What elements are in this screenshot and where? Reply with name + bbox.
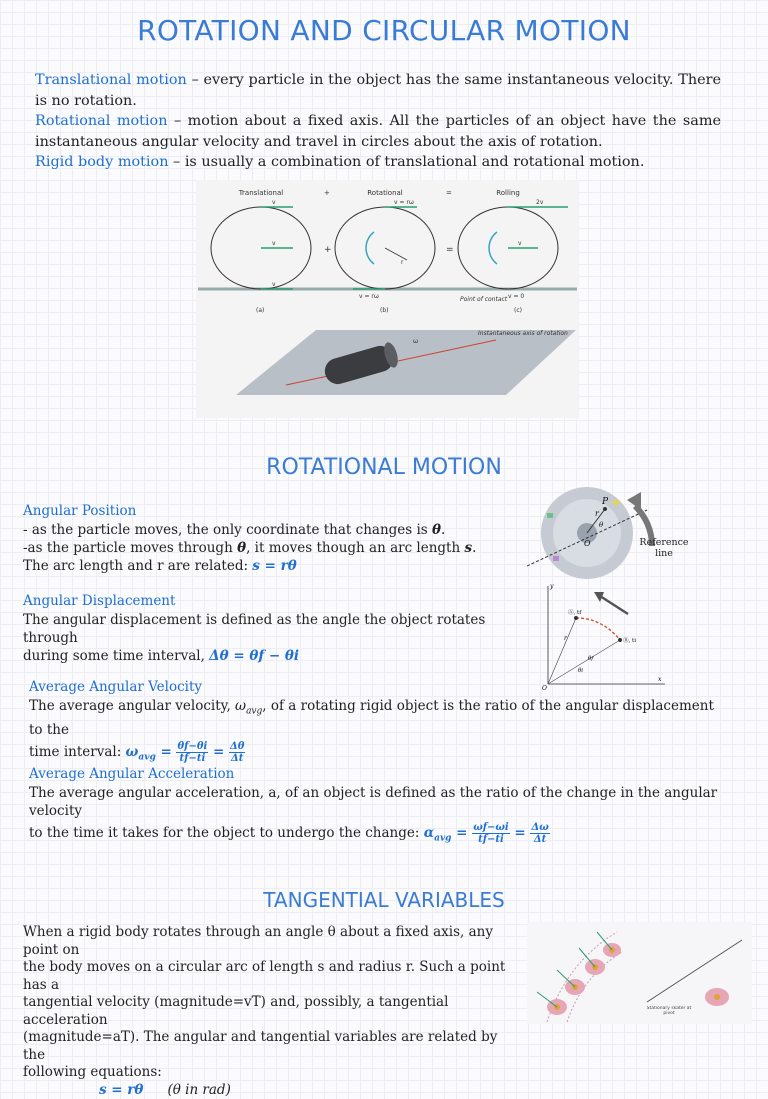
label-v-zero: v = 0 (508, 293, 525, 300)
label-p: P (602, 497, 609, 507)
label-v-top-a: v (272, 199, 276, 206)
avg-angular-velocity-title: Average Angular Velocity (29, 679, 203, 695)
label-rolling: Rolling (496, 189, 520, 197)
avg-angular-acceleration-block: Average Angular Acceleration The average angular acceleration, a, of an object is defined as the ratio of the change in the angular velocity to the time it takes for the object to undergo the change: $\alpha_{avg}$ = $\frac{\omega f-\omega i}{tf-ti}$ = $\frac{\Delta\omega}{\Delta t}$ (29, 766, 729, 848)
label-point-final: Ⓐ, tf (568, 610, 582, 616)
label-r-disk: r (595, 509, 599, 518)
rolling-motion-figure (196, 180, 579, 418)
label-y: y (550, 583, 554, 590)
label-plus: + (324, 245, 332, 255)
rotation-arrow-arc (600, 596, 628, 614)
label-theta-disk: θ (599, 521, 604, 529)
label-o-disk: O (584, 539, 591, 548)
angular-position-line2: -as the particle moves through θ, it moves though an arc length s. (23, 540, 477, 556)
angular-position-line1: - as the particle moves, the only coordinate that changes is θ. (23, 522, 446, 538)
label-x: x (658, 676, 662, 683)
label-v-mid-a: v (272, 240, 276, 247)
definition-translational: Translational motion – every particle in the object has the same instantaneous velocity. There is no rotation. (35, 72, 721, 109)
term-translational: Translational motion (35, 72, 187, 88)
tangential-arc-equation: s = rθ (99, 1081, 144, 1098)
avg-angular-velocity-block: Average Angular Velocity The average angular velocity, $\omega_{avg}$, of a rotating rigid object is the ratio of the angular displacement to the time interval: $\omega_{avg}$ = $\frac{\theta f-\theta i}{tf-ti}$ = $\frac{\Delta\theta}{\Delta t}$ (29, 679, 719, 766)
angular-position-title: Angular Position (23, 503, 137, 519)
label-a: (a) (256, 307, 265, 314)
skater-figure (527, 922, 752, 1024)
label-v-rw-top: v = rω (394, 199, 414, 206)
rotation-arc-b (366, 232, 374, 264)
stationary-skater-head (714, 994, 720, 1000)
skater-reach-line (647, 940, 742, 1002)
label-c: (c) (514, 307, 522, 314)
rotation-arc-c (489, 232, 497, 264)
label-point-of-contact: Point of contact (460, 296, 508, 303)
label-translational: Translational (238, 189, 284, 197)
label-point-initial: Ⓑ, ti (623, 638, 636, 644)
section-heading-rotational-motion: ROTATIONAL MOTION (266, 455, 502, 480)
disk-marker-purple (553, 556, 559, 561)
radius-line-b (385, 248, 407, 260)
avg-acceleration-equation: $\alpha_{avg}$ = $\frac{\omega f-\omega i}{tf-ti}$ = $\frac{\Delta\omega}{\Delta t}$ (423, 822, 549, 845)
angular-position-text (23, 521, 523, 575)
section-heading-tangential-variables: TANGENTIAL VARIABLES (263, 888, 505, 912)
point-p (603, 507, 607, 511)
tangential-variables-text: When a rigid body rotates through an angle θ about a fixed axis, any point on the body moves on a circular arc of length s and radius r. Such a point has a tangential velocity (magnitude=vT) and, possibly, a tangential acceleration (magnitude=aT). The angular and tangential variables are related by the following equations: s = rθ (θ in rad) (23, 924, 506, 1098)
label-r-b: r (401, 259, 404, 266)
label-stationary-skater: Stationary skater at pivot (646, 1006, 692, 1016)
disk-marker-green (547, 513, 553, 518)
angular-displacement-title: Angular Displacement (23, 593, 176, 609)
avg-angular-acceleration-title: Average Angular Acceleration (29, 766, 235, 782)
angular-displacement-equation: Δθ = θf − θi (209, 648, 300, 664)
label-v-bottom-a: v (272, 281, 276, 288)
angular-position-line3: The arc length and r are related: s = rθ (23, 558, 297, 574)
radius-initial (548, 640, 620, 684)
label-theta-i: θi (578, 668, 584, 674)
label-plus-top: + (324, 189, 330, 197)
angular-displacement-figure (530, 580, 690, 694)
definition-rigid-body: Rigid body motion – is usually a combination of translational and rotational motion. (35, 154, 645, 170)
label-theta-f: θf (588, 656, 594, 662)
label-rotational: Rotational (367, 189, 403, 197)
arc-path (576, 618, 620, 640)
disk-marker-yellow (613, 500, 619, 505)
radius-final (548, 618, 576, 684)
page-title: ROTATION AND CIRCULAR MOTION (137, 14, 631, 47)
label-v-mid-c: v (518, 240, 522, 247)
label-reference-line: Reference line (639, 537, 689, 559)
label-v-rw-bottom: v = rω (359, 293, 379, 300)
rotating-disk-diagram (527, 478, 692, 582)
intro-definitions (35, 70, 721, 173)
skater-diagram (527, 922, 752, 1024)
angular-displacement-block (23, 593, 523, 665)
avg-velocity-equation: $\omega_{avg}$ = $\frac{\theta f-\theta i}{tf-ti}$ = $\frac{\Delta\theta}{\Delta t}$ (125, 740, 245, 764)
point-final (574, 616, 578, 620)
point-initial (618, 638, 622, 642)
label-r-arc: r (564, 635, 567, 642)
rolling-motion-diagram (196, 180, 579, 418)
definition-rotational: Rotational motion – motion about a fixed axis. All the particles of an object have the same instantaneous angular velocity and travel in circles about the axis of rotation. (35, 113, 721, 150)
label-equals-top: = (446, 189, 452, 197)
angular-displacement-text: The angular displacement is defined as the angle the object rotates through during some time interval, Δθ = θf − θi (23, 612, 486, 664)
term-rotational: Rotational motion (35, 113, 168, 129)
angular-position-block (23, 503, 523, 575)
label-omega: ω (413, 338, 419, 345)
rotating-disk-figure (527, 478, 692, 582)
label-b: (b) (380, 307, 389, 314)
label-o-arc: O (542, 685, 547, 692)
angular-displacement-diagram (530, 580, 690, 694)
label-equals: = (446, 245, 454, 255)
label-2v: 2v (536, 199, 544, 206)
arc-length-equation: s = rθ (252, 558, 297, 574)
term-rigid-body: Rigid body motion (35, 154, 169, 170)
label-inst-axis: Instantaneous axis of rotation (478, 330, 568, 337)
